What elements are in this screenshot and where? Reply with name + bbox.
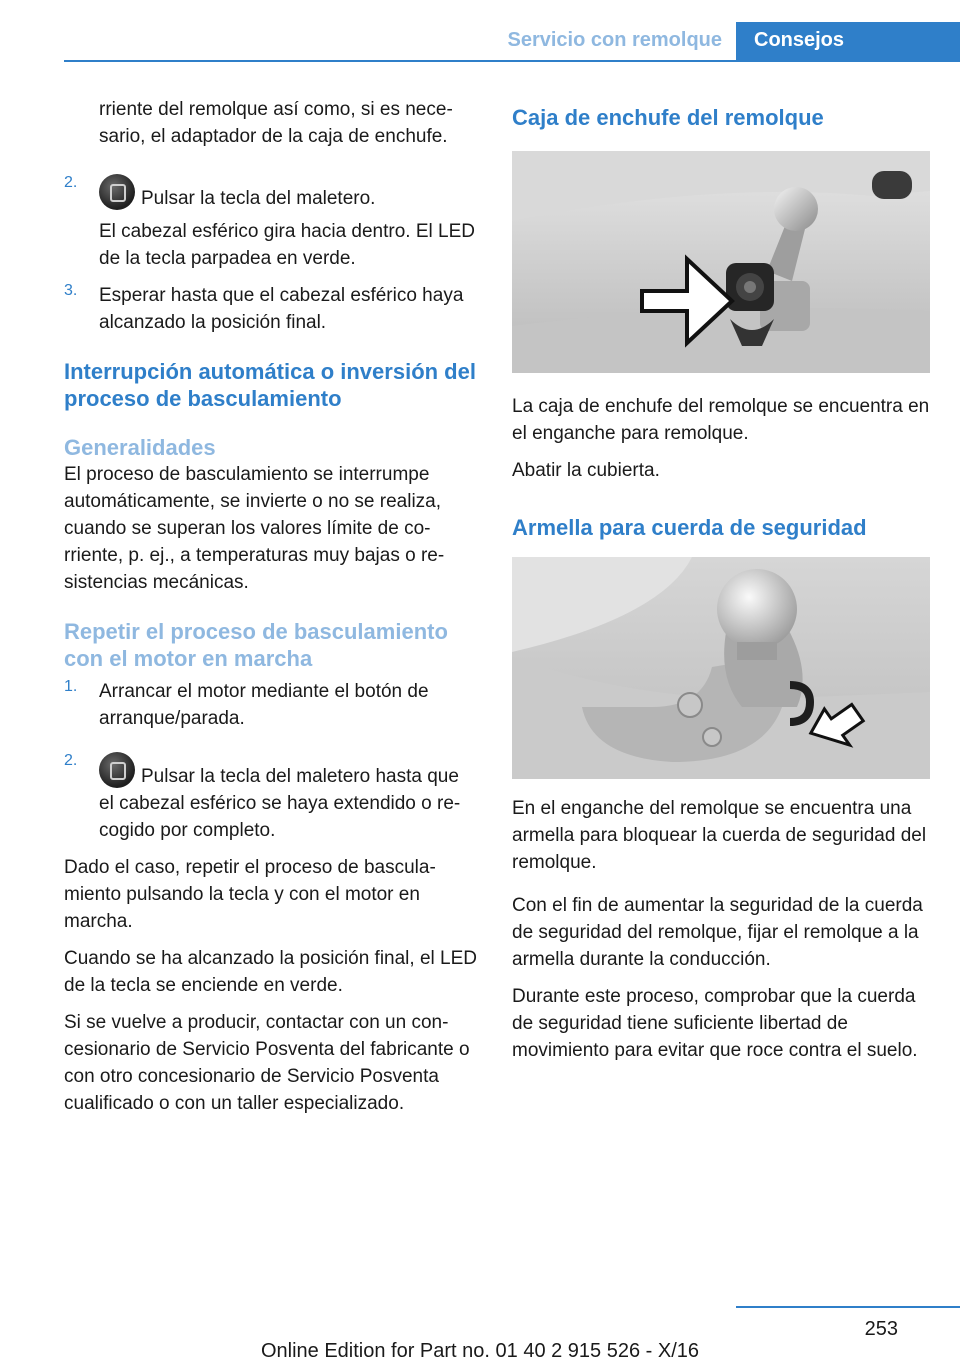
left-column <box>64 96 478 1117</box>
list-number: 3. <box>64 282 78 299</box>
trailer-socket-illustration <box>512 151 930 373</box>
trunk-button-icon <box>99 174 135 210</box>
list-item <box>64 678 478 732</box>
contact-paragraph: Si se vuelve a producir, contactar con un concesionario de Servicio Posventa del fabricante o con otro concesionario de Servicio Posventa cualificado o con un taller especializado. <box>64 1012 470 1114</box>
socket-action: Abatir la cubierta. <box>512 460 660 481</box>
eyelet-paragraph-3: Durante este proceso, comprobar que la cuerda de seguridad tiene suficiente libertad de movimiento para evitar que roce contra el suelo. <box>512 986 918 1061</box>
step-text: Pulsar la tecla del maletero. <box>141 188 376 209</box>
eyelet-paragraph: En el enganche del remolque se encuentra una armella para bloquear la cuerda de seguridad del remolque. <box>512 798 927 873</box>
step-text: Arrancar el motor mediante el botón de arranque/parada. <box>99 681 429 729</box>
safety-eyelet-photo <box>512 557 930 779</box>
section-heading-interrupt: Interrupción automática o inversión del proceso de basculamiento <box>64 359 476 411</box>
step-subtext: El cabezal esférico gira hacia dentro. El LED de la tecla parpadea en verde. <box>99 221 475 269</box>
step-text: Pulsar la tecla del maletero hasta que el cabezal esférico se haya extendido o recogido por completo. <box>99 766 461 841</box>
subheading-repeat: Repetir el proceso de basculamiento con el motor en marcha <box>64 619 448 671</box>
list-number: 1. <box>64 678 78 695</box>
header-chapter-tab: Consejos <box>736 22 960 62</box>
trailer-socket-photo <box>512 151 930 373</box>
edition-footer: Online Edition for Part no. 01 40 2 915 526 - X/16 <box>260 1340 700 1362</box>
right-column <box>512 96 930 1064</box>
general-paragraph: El proceso de basculamiento se interrumpe automáticamente, se invierte o no se realiza, cuando se superan los valores límite de corriente, p. ej., a temperaturas muy bajas o resistencias mecánicas. <box>64 464 445 593</box>
header-section-title: Servicio con remolque <box>507 29 722 51</box>
list-number: 2. <box>64 174 78 191</box>
footer-rule <box>736 1306 960 1308</box>
subheading-general: Generalidades <box>64 435 216 460</box>
repeat-paragraph: Dado el caso, repetir el proceso de basculamiento pulsando la tecla y con el motor en marcha. <box>64 857 436 932</box>
list-number: 2. <box>64 752 78 769</box>
list-item <box>64 174 478 272</box>
header-rule <box>64 60 736 62</box>
eyelet-paragraph-2: Con el fin de aumentar la seguridad de la cuerda de seguridad del remolque, fijar el remolque a la armella durante la conducción. <box>512 895 923 970</box>
page-header <box>0 0 960 62</box>
section-heading-eyelet: Armella para cuerda de seguridad <box>512 515 867 540</box>
page-number: 253 <box>864 1318 898 1340</box>
list-item <box>64 752 478 844</box>
socket-paragraph: La caja de enchufe del remolque se encuentra en el enganche para remolque. <box>512 396 930 444</box>
final-position-paragraph: Cuando se ha alcanzado la posición final, el LED de la tecla se enciende en verde. <box>64 948 477 996</box>
safety-eyelet-illustration <box>512 557 930 779</box>
intro-paragraph: rriente del remolque así como, si es necesario, el adaptador de la caja de enchufe. <box>99 99 453 147</box>
trunk-button-icon <box>99 752 135 788</box>
section-heading-socket: Caja de enchufe del remolque <box>512 105 824 130</box>
step-text: Esperar hasta que el cabezal esférico haya alcanzado la posición final. <box>99 285 464 333</box>
list-item <box>64 282 478 336</box>
